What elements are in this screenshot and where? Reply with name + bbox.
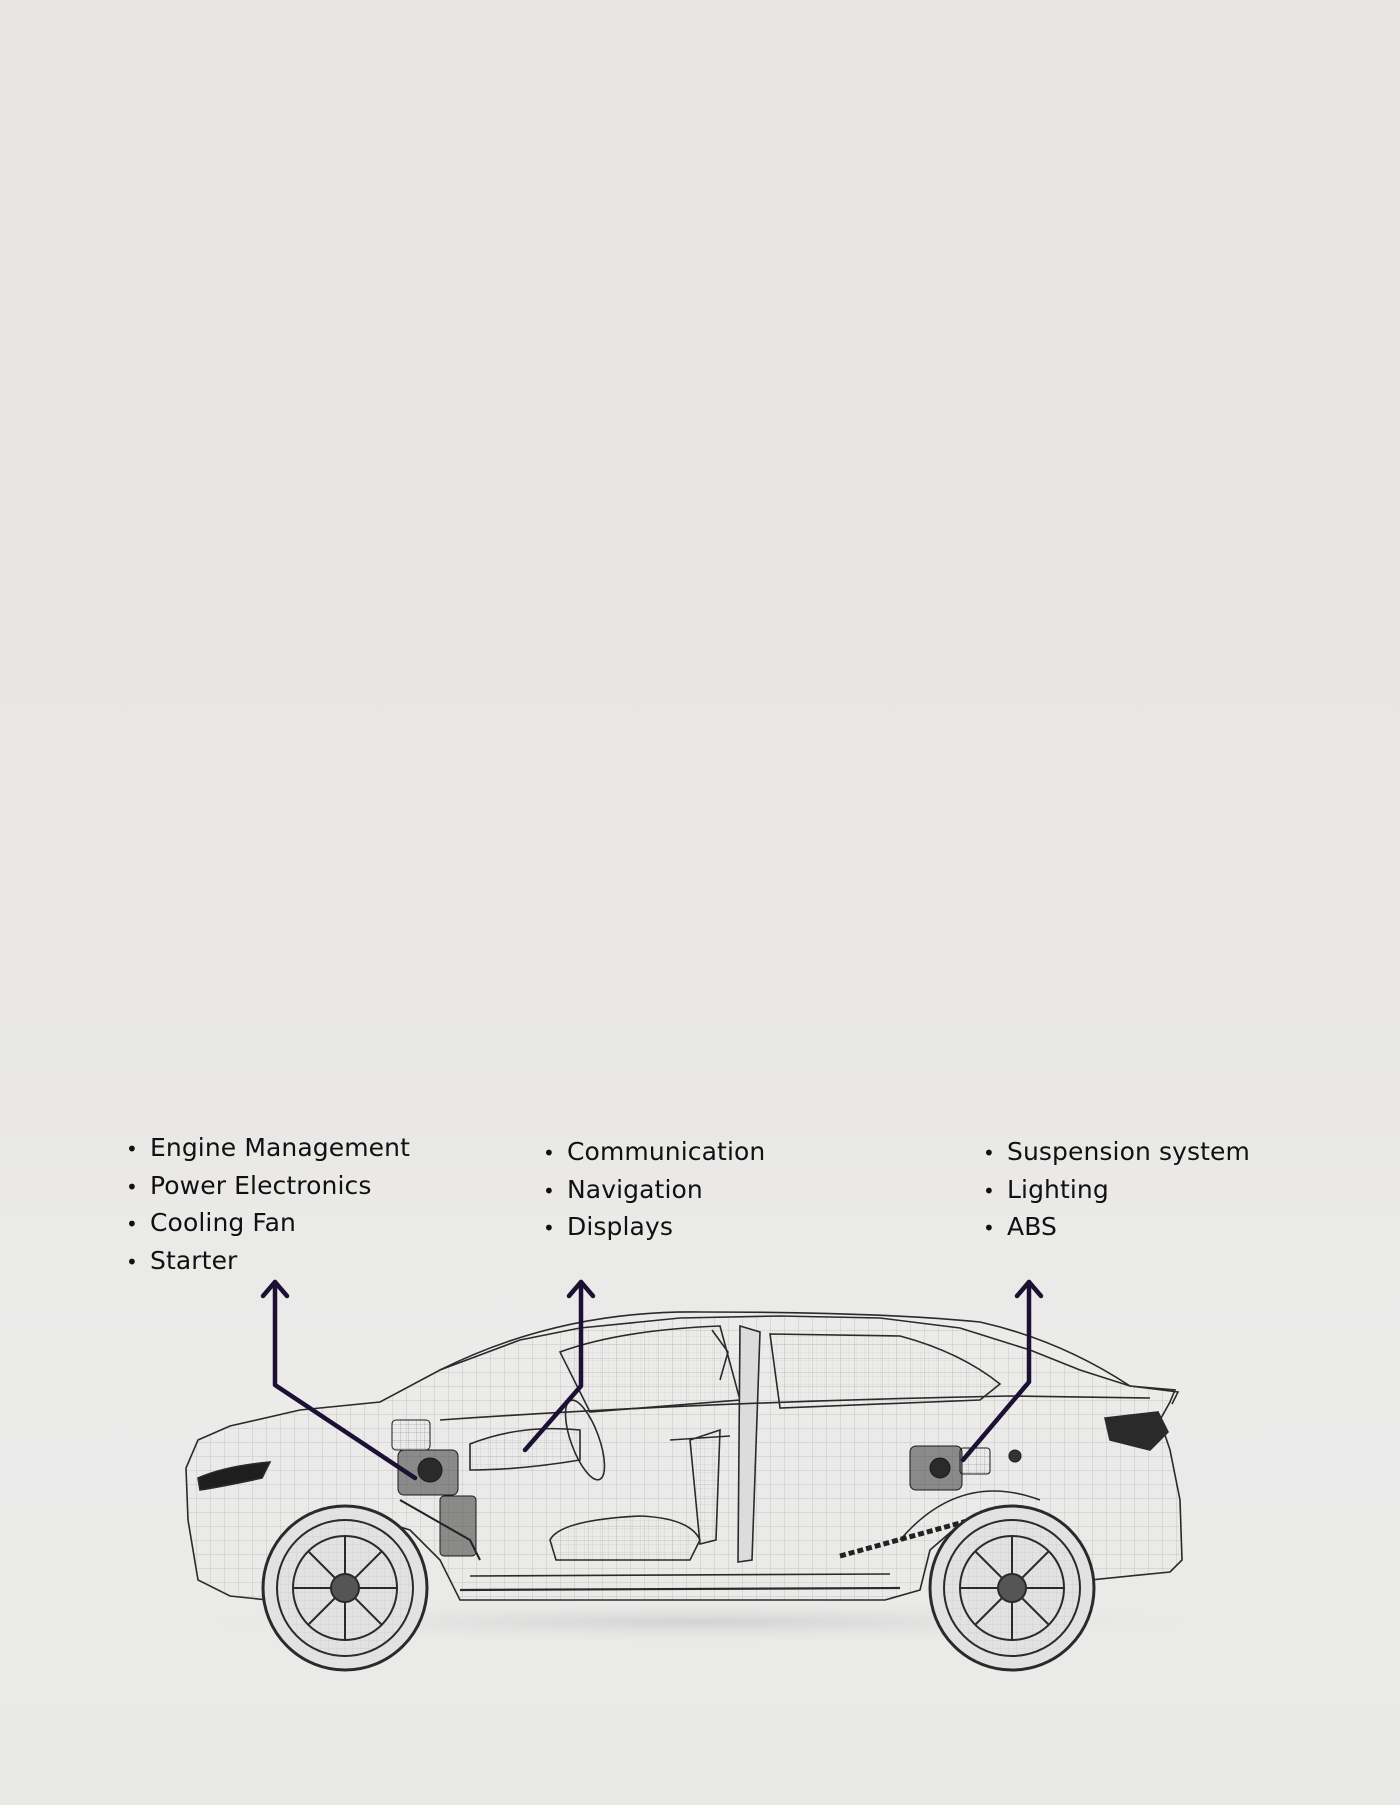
rear-wheel — [930, 1506, 1094, 1670]
list-item: • Lighting — [983, 1172, 1250, 1210]
list-item: • ABS — [983, 1209, 1250, 1247]
list-item: • Navigation — [543, 1172, 765, 1210]
list-item: • Cooling Fan — [126, 1205, 410, 1243]
infotainment-systems-list — [543, 1134, 765, 1247]
list-item: • Communication — [543, 1134, 765, 1172]
front-wheel — [263, 1506, 427, 1670]
list-item: • Power Electronics — [126, 1168, 410, 1206]
list-item: • Displays — [543, 1209, 765, 1247]
list-item: • Suspension system — [983, 1134, 1250, 1172]
engine-systems-list — [126, 1130, 410, 1280]
chassis-systems-list — [983, 1134, 1250, 1247]
list-item: • Starter — [126, 1243, 410, 1281]
list-item: • Engine Management — [126, 1130, 410, 1168]
